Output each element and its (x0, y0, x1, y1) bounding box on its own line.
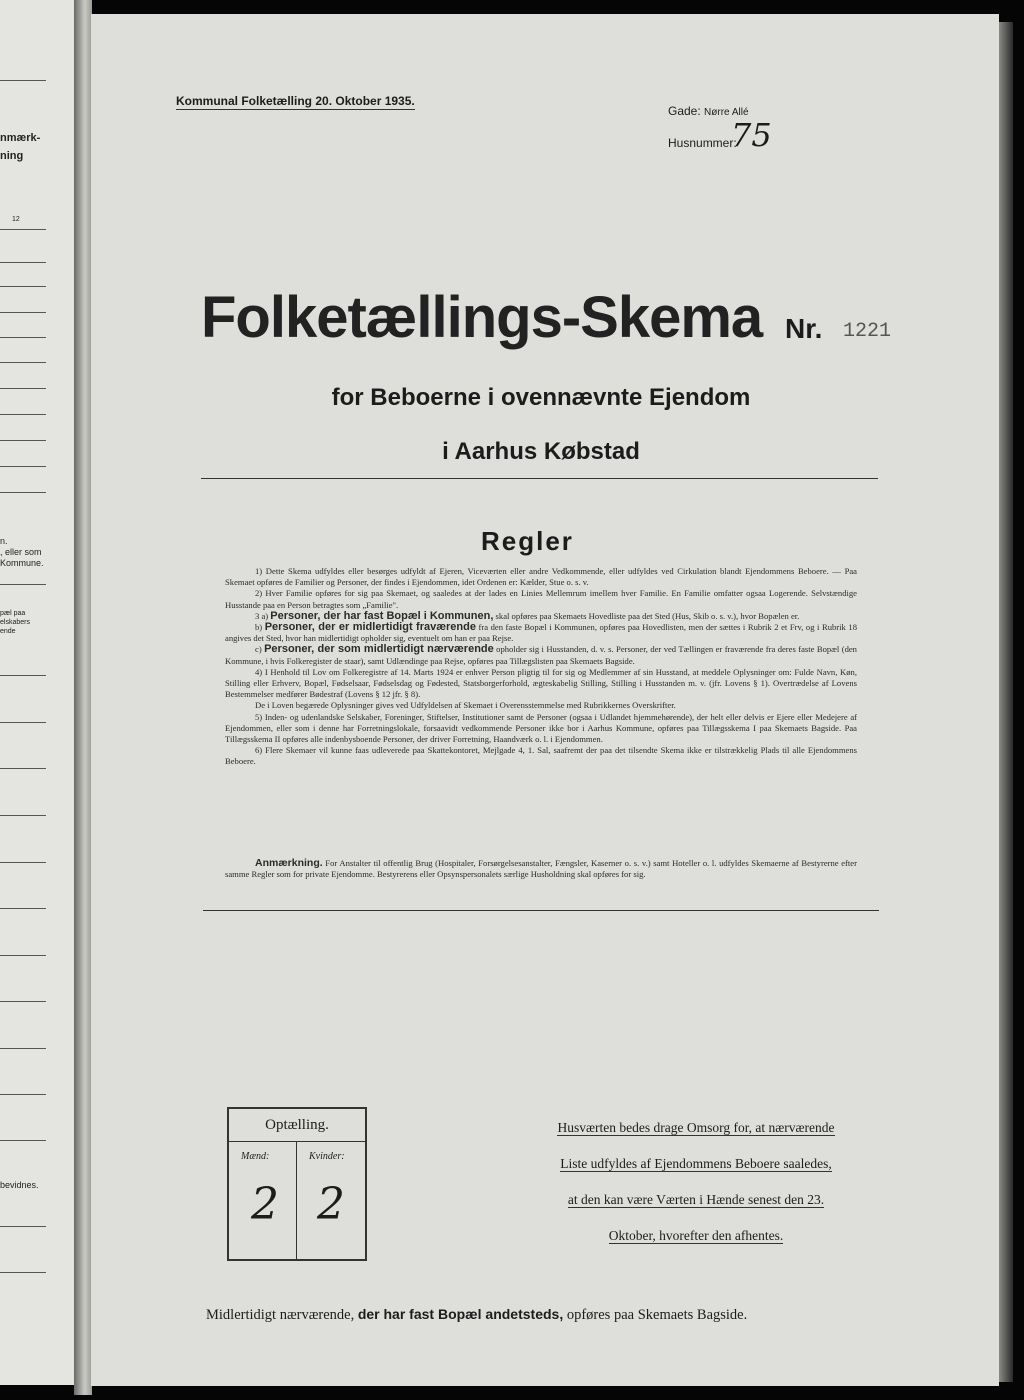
left-rule (0, 466, 46, 467)
rule-3b-prefix: b) (255, 622, 263, 633)
rule-3c (225, 644, 857, 666)
left-rule (0, 1094, 46, 1095)
rule-1: 1) Dette Skema udfyldes eller besørges udfyldt af Ejeren, Viceværten eller andre Vedkommende, eller udfyldes ved Cirkulation blandt Ejendommens Beboere. — Paa Skemaet opføres de Familier og Personer, der findes i Ejendommen, idet Ordenen er: Kælder, Stue o. s. v. (225, 566, 857, 588)
street-value: Nørre Allé (704, 107, 749, 118)
left-rule (0, 862, 46, 863)
left-fragment: elskabers (0, 619, 30, 626)
left-rule (0, 815, 46, 816)
remark-text: For Anstalter til offentlig Brug (Hospitaler, Forsørgelsesanstalter, Fængsler, Kaserner o. s. v.) samt Hoteller o. l. udfyldes Skemaerne af Bestyrerne efter samme Regler som for private Ejendomme. Bestyrerens eller Opsynspersonalets særlige Husholdning skal opføres for sig. (225, 858, 857, 880)
census-header: Kommunal Folketælling 20. Oktober 1935. (176, 94, 415, 108)
left-rule (0, 675, 46, 676)
left-rule (0, 1140, 46, 1141)
rule-3c-body: opholder sig i Husstanden, d. v. s. Personer, der ved Tællingen er fraværende fra deres faste Bopæl (den Kommune, i hvis Folkeregister de staar), samt Udlændinge paa Rejse, opføres paa Tillægslisten paa Skemaets Bagside. (225, 644, 857, 666)
notice-line: Husværten bedes drage Omsorg for, at nærværende (557, 1120, 835, 1135)
rule-5: 5) Inden- og udenlandske Selskaber, Foreninger, Stiftelser, Institutioner samt de Personer (ogsaa i Udlandet hjemmehørende), der helt eller delvis er Ejere eller Medejere af Ejendommen, eller som i denne har Forretningslokale, forsaavidt vedkommende Personer ikke bor i Aarhus Kommune, opføres paa Tillægsskema I paa Skemaets Bagside. Paa Tillægsskema II opføres alle indenbysboende Personer, der driver Forretning, Haandværk o. l. i Ejendommen. (225, 711, 857, 745)
notice-line: at den kan være Værten i Hænde senest den 23. (567, 1192, 825, 1207)
house-number-field (668, 136, 737, 150)
left-rule (0, 337, 46, 338)
rule-3a-prefix: 3 a) (255, 610, 269, 621)
left-rule (0, 388, 46, 389)
women-count: 2 (317, 1179, 345, 1230)
remark-block (225, 858, 857, 880)
form-subtitle-1: for Beboerne i ovennævnte Ejendom (331, 384, 751, 411)
book-gutter (74, 0, 92, 1395)
rule-3c-prefix: c) (255, 644, 262, 655)
left-fragment: ende (0, 628, 16, 635)
left-facing-page (0, 0, 82, 1385)
left-rule (0, 80, 46, 81)
left-rule (0, 1048, 46, 1049)
left-rule (0, 1272, 46, 1273)
rules-text (225, 566, 857, 768)
form-number-label: Nr. (785, 313, 823, 344)
footer-note (206, 1306, 747, 1324)
men-count: 2 (251, 1179, 279, 1230)
women-label: Kvinder: (309, 1151, 345, 1162)
rule-6: 6) Flere Skemaer vil kunne faas udleverede paa Skattekontoret, Mejlgade 4, 1. Sal, saafremt der paa det tilsendte Skema ikke er tilstrækkelig Plads til alle Ejendommens Beboere. (225, 745, 857, 767)
left-rule (0, 768, 46, 769)
census-form-page (91, 14, 999, 1386)
rules-heading: Regler (481, 526, 574, 556)
left-fragment: Kommune. (0, 558, 44, 568)
left-rule (0, 262, 46, 263)
left-rule (0, 414, 46, 415)
rule-3c-heading: Personer, der som midlertidigt nærværende (264, 643, 494, 656)
left-fragment: pæl paa (0, 610, 26, 617)
rule-4: 4) I Henhold til Lov om Folkeregistre af 14. Marts 1924 er enhver Person pligtig til for sig og Medlemmer af sin Husstand, at meddele Oplysninger om: Fulde Navn, Køn, Stilling eller Erhverv, Bopæl, Fødselsaar, Fødselsdag og Fødested, Statsborgerforhold, ægteskabelig Stilling, Stilling i Husstanden m. v. (jfr. Lovens § 1). Overtrædelse af Lovens Bestemmelser medfører Bødestraf (Lovens § 12 jfr. § 8). (225, 666, 857, 700)
left-rule (0, 312, 46, 313)
left-rule (0, 492, 46, 493)
left-rule (0, 1226, 46, 1227)
count-divider (296, 1141, 297, 1259)
form-number-value: 1221 (843, 320, 892, 343)
remark-label: Anmærkning. (255, 857, 323, 869)
left-fragment: bevidnes. (0, 1180, 39, 1190)
left-fragment: nmærk- (0, 132, 41, 144)
page-edge (999, 22, 1013, 1382)
rule-3a-body: skal opføres paa Skemaets Hovedliste paa det Sted (Hus, Skib o. s. v.), hvor Bopælen er. (495, 610, 800, 621)
left-rule (0, 362, 46, 363)
notice-line: Oktober, hvorefter den afhentes. (608, 1228, 784, 1243)
men-label: Mænd: (241, 1151, 270, 1162)
left-fragment: ning (0, 150, 24, 162)
left-rule (0, 955, 46, 956)
footer-part-3: opføres paa Skemaets Bagside. (566, 1307, 748, 1323)
landlord-notice (521, 1110, 871, 1254)
rule-2: 2) Hver Familie opføres for sig paa Skemaet, og saaledes at der lades en Linies Mellemrum imellem hver Familie. En Familie omfatter ogsaa Logerende. Selvstændige Husstande paa en Person betragtes som „Familie". (225, 588, 857, 610)
left-rule (0, 584, 46, 585)
footer-part-1: Midlertidigt nærværende, (206, 1307, 355, 1323)
divider (203, 910, 879, 911)
house-number-value: 75 (731, 116, 772, 154)
left-rule (0, 286, 46, 287)
footer-part-2: der har fast Bopæl andetsteds, (357, 1306, 564, 1322)
left-fragment: 12 (12, 216, 20, 223)
rule-3b-body: fra den faste Bopæl i Kommunen, opføres paa Hovedlisten, men der sættes i Rubrik 2 et Frv, og i Rubrik 18 angives det Sted, hvor han midlertidigt opholder sig, eventuelt om han er paa Rejse. (225, 622, 857, 644)
left-rule (0, 908, 46, 909)
left-fragment: , eller som (0, 547, 42, 557)
street-label: Gade: (668, 104, 701, 118)
left-rule (0, 722, 46, 723)
left-fragment: n. (0, 536, 8, 546)
house-number-label: Husnummer: (668, 136, 737, 150)
rule-3b (225, 622, 857, 644)
count-box (227, 1107, 367, 1261)
rule-3b-heading: Personer, der er midlertidigt fraværende (264, 621, 476, 634)
form-title: Folketællings-Skema (201, 285, 763, 350)
notice-line: Liste udfyldes af Ejendommens Beboere saaledes, (560, 1156, 832, 1171)
rule-3a-heading: Personer, der har fast Bopæl i Kommunen, (270, 609, 494, 622)
count-title: Optælling. (229, 1109, 365, 1142)
left-rule (0, 229, 46, 230)
rule-4b: De i Loven begærede Oplysninger gives ved Udfyldelsen af Skemaet i Overensstemmelse med Rubrikkernes Overskrifter. (255, 700, 676, 711)
divider (201, 478, 878, 479)
form-subtitle-2: i Aarhus Købstad (442, 438, 640, 465)
left-rule (0, 1001, 46, 1002)
left-rule (0, 440, 46, 441)
